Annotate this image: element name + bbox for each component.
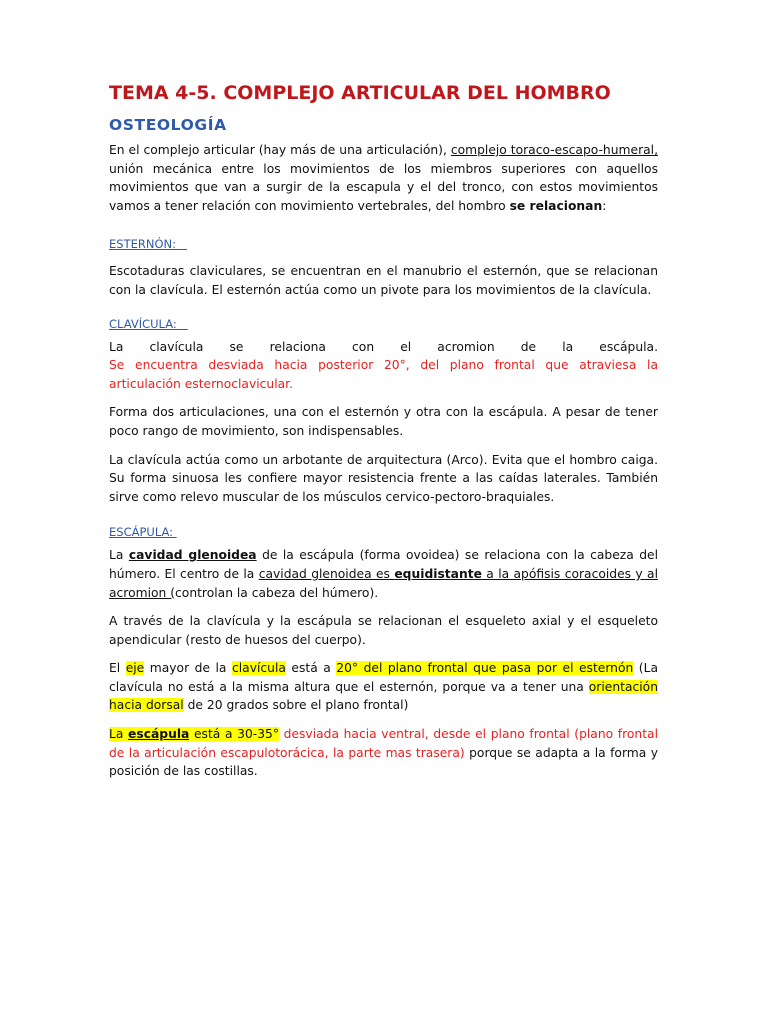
escapula-p3-text-5: de 20 grados sobre el plano frontal) <box>183 698 409 713</box>
intro-text-2: unión mecánica entre los movimientos de los miembros superiores con aquellos movimientos que van a surgir de la escapula y el del tronco, con estos movimientos vamos a tener relación con movimiento vertebrales, del hombro <box>109 161 658 213</box>
escapula-p1-term-equidistante: equidistante <box>394 566 482 581</box>
escapula-p4-red-2: (plano frontal de la articulación escapulotorácica, la parte mas trasera) <box>109 727 658 760</box>
escapula-paragraph-3 <box>109 659 658 715</box>
escapula-p1-text-3: controlan la cabeza del húmero). <box>175 585 379 600</box>
intro-text-3: : <box>602 198 607 213</box>
clavicula-line-1: La clavícula se relaciona con el acromion de la escápula. <box>109 339 658 354</box>
escapula-p3-text-4: (La clavícula no está a la misma altura que el esternón, porque va a tener una <box>109 661 658 694</box>
escapula-p1-term-glenoidea: cavidad glenoidea <box>128 548 257 563</box>
escapula-paragraph-1 <box>109 546 658 602</box>
highlight-eje: eje <box>125 661 145 676</box>
clavicula-paragraph-1 <box>109 338 658 394</box>
clavicula-paragraph-2: Forma dos articulaciones, una con el esternón y otra con la escápula. A pesar de tener poco rango de movimiento, son indispensables. <box>109 405 658 438</box>
page-title: TEMA 4-5. COMPLEJO ARTICULAR DEL HOMBRO <box>109 82 611 104</box>
highlight-escapula-term: escápula <box>128 727 190 742</box>
escapula-p1-text-1: La <box>109 548 129 563</box>
highlight-30-35-grados: está a 30-35° <box>189 727 280 742</box>
escapula-p1-text-2: de la escápula (forma ovoidea) se relaciona con la cabeza del húmero. El centro de la <box>109 548 658 581</box>
escapula-paragraph-4 <box>109 725 658 781</box>
heading-clavicula: CLAVÍCULA: <box>109 316 188 331</box>
intro-paragraph <box>109 141 658 215</box>
escapula-p4-red-1: desviada hacia ventral, desde el plano frontal <box>279 727 570 742</box>
escapula-p3-text-2: mayor de la <box>144 661 232 676</box>
intro-underlined-term: complejo toraco-escapo-humeral, <box>450 143 658 157</box>
heading-escapula: ESCÁPULA: <box>109 525 177 540</box>
escapula-p1-underlined-1: cavidad glenoidea es <box>258 566 395 581</box>
escapula-paragraph-2: A través de la clavícula y la escápula se relacionan el esqueleto axial y el esqueleto apendicular (resto de huesos del cuerpo). <box>109 614 658 647</box>
escapula-p3-text-1: El <box>109 661 126 676</box>
escapula-p3-text-3: está a <box>285 661 337 676</box>
highlight-clavicula: clavícula <box>231 661 286 676</box>
highlight-20-grados: 20° del plano frontal que pasa por el esternón <box>336 661 634 676</box>
intro-text-1: En el complejo articular (hay más de una articulación), <box>109 143 451 157</box>
section-subtitle: OSTEOLOGÍA <box>109 116 227 134</box>
clavicula-paragraph-3: La clavícula actúa como un arbotante de arquitectura (Arco). Evita que el hombro caiga. Su forma sinuosa les confiere mayor resistencia frente a las caídas laterales. También sirve como relevo muscular de los músculos cervico-pectoro-braquiales. <box>109 452 658 504</box>
escapula-p4-text-1: porque se adapta a la forma y posición de las costillas. <box>109 745 658 779</box>
highlight-la: La <box>109 727 129 742</box>
escapula-p1-underlined-2: a la apófisis coracoides y al acromion ( <box>109 566 659 600</box>
heading-esternon: ESTERNÓN: <box>109 237 187 252</box>
clavicula-red-text: Se encuentra desviada hacia posterior 20°, del plano frontal que atraviesa la articulación esternoclavicular. <box>109 358 658 391</box>
esternon-paragraph: Escotaduras claviculares, se encuentran en el manubrio el esternón, que se relacionan con la clavícula. El esternón actúa como un pivote para los movimientos de la clavícula. <box>109 264 658 297</box>
highlight-orientacion-dorsal: orientación hacia dorsal <box>109 679 658 713</box>
intro-bold-term: se relacionan <box>509 198 603 213</box>
